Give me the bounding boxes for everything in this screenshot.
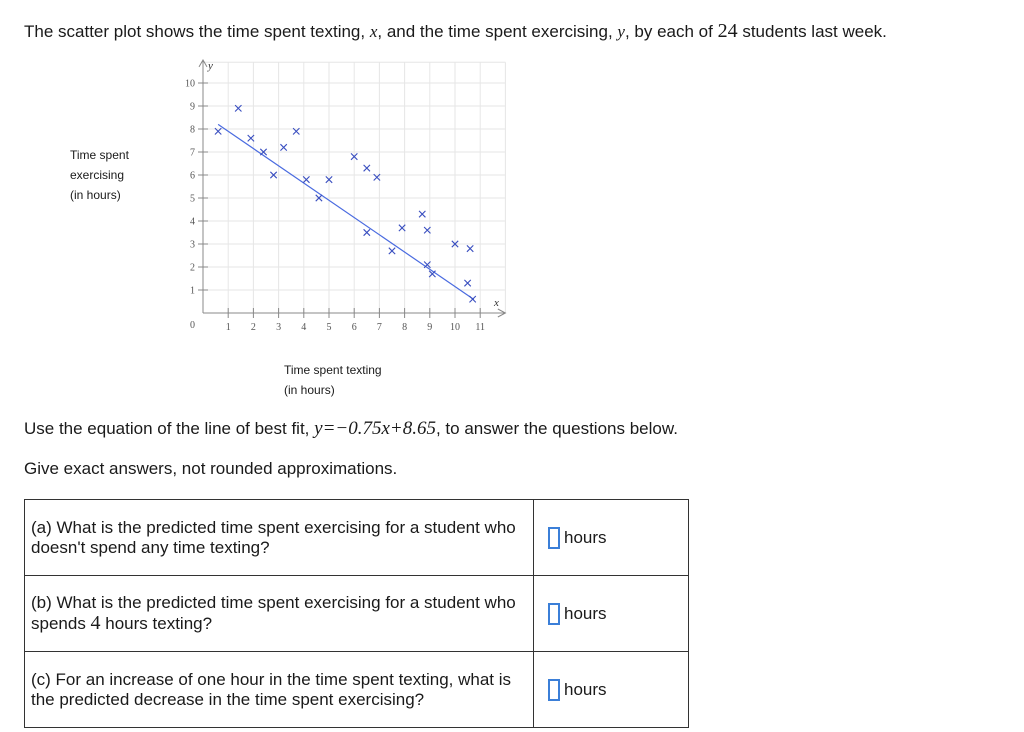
x-tick-label: 10: [450, 322, 460, 333]
data-point: [469, 296, 475, 302]
y-tick-label: 9: [190, 101, 195, 113]
x-axis-letter: x: [494, 297, 499, 309]
answer-input-a[interactable]: [548, 527, 560, 549]
x-tick-label: 4: [301, 322, 307, 333]
data-point: [364, 229, 370, 235]
y-tick-label: 8: [190, 124, 195, 136]
y-variable: y: [617, 22, 625, 41]
origin-label: 0: [190, 320, 195, 331]
y-tick-label: 7: [190, 147, 195, 159]
x-tick-label: 9: [427, 322, 433, 333]
y-axis-title: Time spent exercising (in hours): [70, 148, 129, 202]
x-tick-label: 3: [276, 322, 282, 333]
answer-cell-b: [534, 576, 689, 652]
data-point: [467, 245, 473, 251]
question-b: (b) What is the predicted time spent exercising for a student who spends 4 hours texting?: [25, 576, 534, 652]
best-fit-equation: y=−0.75x+8.65: [314, 418, 436, 439]
question-row-b: [25, 576, 689, 652]
x-tick-label: 2: [250, 322, 256, 333]
y-tick-label: 2: [190, 262, 195, 274]
unit-label-a: hours: [564, 527, 607, 547]
answer-cell-a: [534, 500, 689, 576]
y-tick-label: 1: [190, 285, 195, 297]
y-tick-label: 4: [190, 216, 195, 228]
unit-label-c: hours: [564, 679, 607, 699]
question-row-a: [25, 500, 689, 576]
y-axis-letter: y: [208, 60, 213, 73]
best-fit-line: [218, 124, 474, 299]
y-tick-label: 5: [190, 193, 195, 205]
best-fit-instruction: Use the equation of the line of best fit, y=−0.75x+8.65, to answer the questions below.: [24, 418, 678, 439]
x-tick-label: 8: [402, 322, 408, 333]
y-tick-label: 3: [190, 239, 195, 251]
x-tick-label: 11: [475, 322, 486, 333]
y-tick-label: 10: [185, 78, 195, 90]
data-point: [280, 144, 286, 150]
data-point: [364, 165, 370, 171]
question-row-c: [25, 652, 689, 728]
x-tick-label: 6: [351, 322, 357, 333]
question-c: (c) For an increase of one hour in the time spent texting, what is the predicted decrease in the time spent exercising?: [25, 652, 534, 728]
data-point: [464, 280, 470, 286]
unit-label-b: hours: [564, 603, 607, 623]
x-variable: x: [369, 22, 378, 41]
answer-input-b[interactable]: [548, 603, 560, 625]
questions-table: [24, 499, 689, 728]
data-point: [389, 248, 395, 254]
x-axis-title: Time spent texting (in hours): [284, 363, 382, 397]
x-tick-label: 7: [376, 322, 382, 333]
answer-input-c[interactable]: [548, 679, 560, 701]
y-tick-label: 6: [190, 170, 195, 182]
question-a: (a) What is the predicted time spent exercising for a student who doesn't spend any time texting?: [25, 500, 534, 576]
exact-answer-note: Give exact answers, not rounded approximations.: [24, 459, 398, 478]
x-tick-label: 1: [225, 322, 231, 333]
problem-statement: The scatter plot shows the time spent texting, x, and the time spent exercising, y, by each of 24 students last week.: [24, 20, 887, 42]
x-tick-label: 5: [326, 322, 332, 333]
hours-number: 4: [90, 612, 101, 634]
answer-cell-c: [534, 652, 689, 728]
student-count: 24: [717, 20, 738, 42]
data-point: [419, 211, 425, 217]
